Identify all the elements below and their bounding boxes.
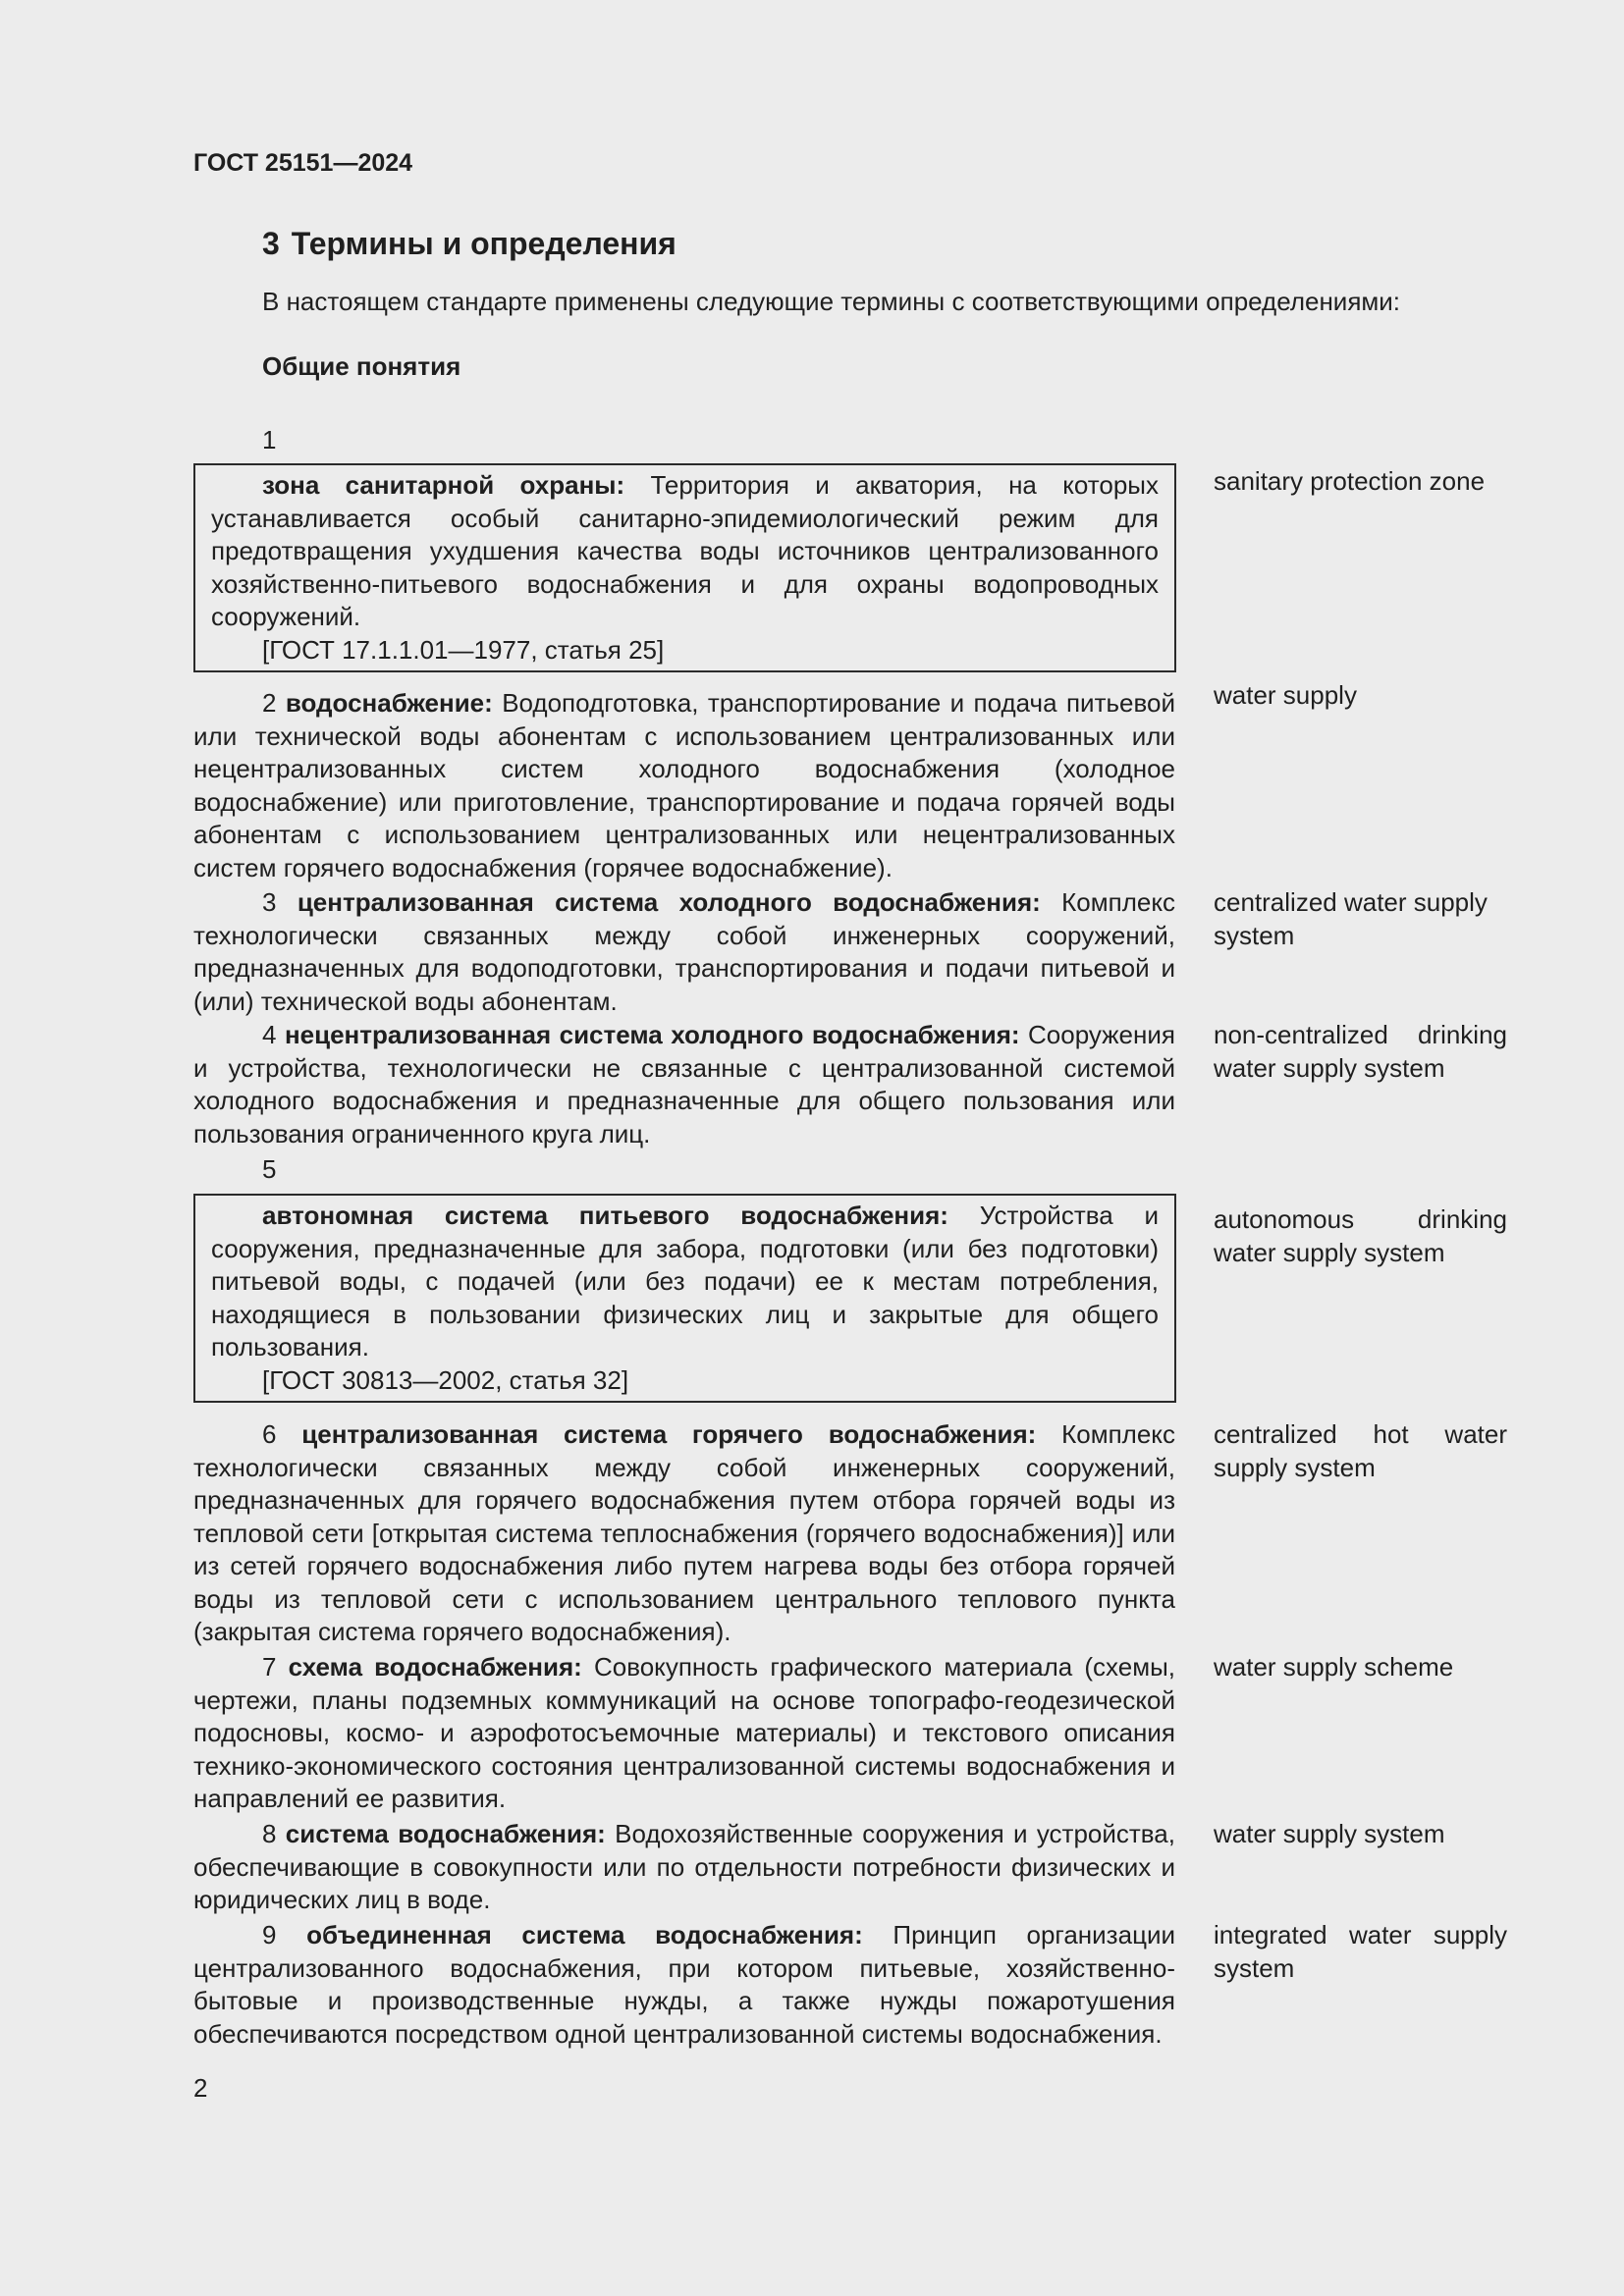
term-definition: Водоподготовка, транспортирование и подача питьевой или технической воды абонентам с использованием централизованных или нецентрализованных систем холодного водоснабжения (холодное водоснабжение) или приготовление, транспортирование и подача горячей воды абонентам с использованием централизованных или нецентрализованных систем горячего водоснабжения (горячее водоснабжение). [193, 688, 1175, 882]
term-definition: Водохозяйственные сооружения и устройства, обеспечивающие в совокупности или по отдельности потребности физических и юридических лиц в воде. [193, 1819, 1175, 1914]
term-box [193, 463, 1176, 672]
term-name: централизованная система холодного водоснабжения: [297, 887, 1041, 917]
term-number: 9 [262, 1920, 277, 1949]
term-english: non-centralized drinking water supply system [1214, 1020, 1507, 1083]
term-definition: Принцип организации централизованного водоснабжения, при котором питьевые, хозяйственно-бытовые и производственные нужды, а также нужды пожаротушения обеспечиваются посредством одной централизованной системы водоснабжения. [193, 1920, 1176, 2049]
term-english: integrated water supply system [1214, 1920, 1507, 1983]
term-number: 6 [262, 1419, 277, 1449]
term-source: [ГОСТ 30813—2002, статья 32] [262, 1364, 629, 1395]
term-box [193, 1194, 1176, 1403]
term-name: схема водоснабжения: [288, 1652, 582, 1682]
term-name: водоснабжение: [285, 688, 493, 718]
term-english: water supply scheme [1214, 1652, 1454, 1682]
section-heading [262, 226, 677, 262]
term-english: centralized hot water supply system [1214, 1419, 1507, 1482]
term-number: 7 [262, 1652, 277, 1682]
page-number: 2 [193, 2073, 208, 2103]
term-definition: зона санитарной охраны: Территория и акватория, на которых устанавливается особый санитарно-эпидемиологический режим для предотвращения ухудшения качества воды источников централизованного хозяйственно-питьевого водоснабжения и для охраны водопроводных сооружений. [211, 470, 1159, 631]
term-number: 8 [262, 1819, 277, 1848]
term-entry [193, 886, 1175, 1018]
term-name: централизованная система горячего водоснабжения: [301, 1419, 1037, 1449]
term-definition: Комплекс технологически связанных между собой инженерных сооружений, предназначенных для водоподготовки, транспортирования и подачи питьевой и (или) технической воды абонентам. [193, 887, 1175, 1016]
term-english: centralized water supply system [1214, 887, 1488, 950]
section-title: Термины и определения [291, 226, 677, 261]
term-entry [193, 1651, 1175, 1816]
term-entry [193, 1818, 1175, 1917]
term-english: sanitary protection zone [1214, 466, 1486, 496]
term-entry [193, 1019, 1175, 1150]
term-entry [193, 1919, 1175, 2051]
term-entry [193, 687, 1175, 884]
term-number: 5 [262, 1154, 277, 1184]
term-name: нецентрализованная система холодного водоснабжения: [284, 1020, 1020, 1049]
term-number: 3 [262, 887, 277, 917]
section-number: 3 [262, 226, 280, 261]
term-source: [ГОСТ 17.1.1.01—1977, статья 25] [262, 634, 665, 665]
document-header: ГОСТ 25151—2024 [193, 149, 413, 177]
term-english: water supply [1214, 680, 1357, 710]
term-definition: Сооружения и устройства, технологически не связанные с централизованной системой холодного водоснабжения и предназначенные для общего пользования или пользования ограниченного круга лиц. [193, 1020, 1175, 1148]
term-definition: Совокупность графического материала (схемы, чертежи, планы подземных коммуникаций на основе топографо-геодезической подосновы, космо- и аэрофотосъемочные материалы) и текстового описания технико-экономического состояния централизованной системы водоснабжения и направлений ее развития. [193, 1652, 1175, 1813]
term-name: объединенная система водоснабжения: [306, 1920, 863, 1949]
term-number: 2 [262, 688, 277, 718]
term-english: autonomous drinking water supply system [1214, 1204, 1507, 1267]
term-number: 4 [262, 1020, 277, 1049]
term-name: зона санитарной охраны: [262, 470, 625, 500]
subsection-heading: Общие понятия [262, 351, 461, 381]
term-entry [193, 1418, 1175, 1649]
section-intro: В настоящем стандарте применены следующие термины с соответствующими определениями: [262, 287, 1401, 316]
term-name: автономная система питьевого водоснабжения: [262, 1201, 948, 1230]
term-definition: автономная система питьевого водоснабжения: Устройства и сооружения, предназначенные для забора, подготовки (или без подготовки) питьевой воды, с подачей (или без подачи) ее к местам потребления, находящиеся в пользовании физических лиц и закрытые для общего пользования. [211, 1201, 1159, 1362]
term-english: water supply system [1214, 1819, 1445, 1848]
term-definition: Комплекс технологически связанных между собой инженерных сооружений, предназначенных для горячего водоснабжения путем отбора горячей воды из тепловой сети [открытая система теплоснабжения (горячего водоснабжения)] или из сетей горячего водоснабжения либо путем нагрева воды без отбора горячей воды из тепловой сети с использованием центрального теплового пункта (закрытая система горячего водоснабжения). [193, 1419, 1175, 1646]
term-number: 1 [262, 425, 277, 454]
term-name: система водоснабжения: [285, 1819, 606, 1848]
